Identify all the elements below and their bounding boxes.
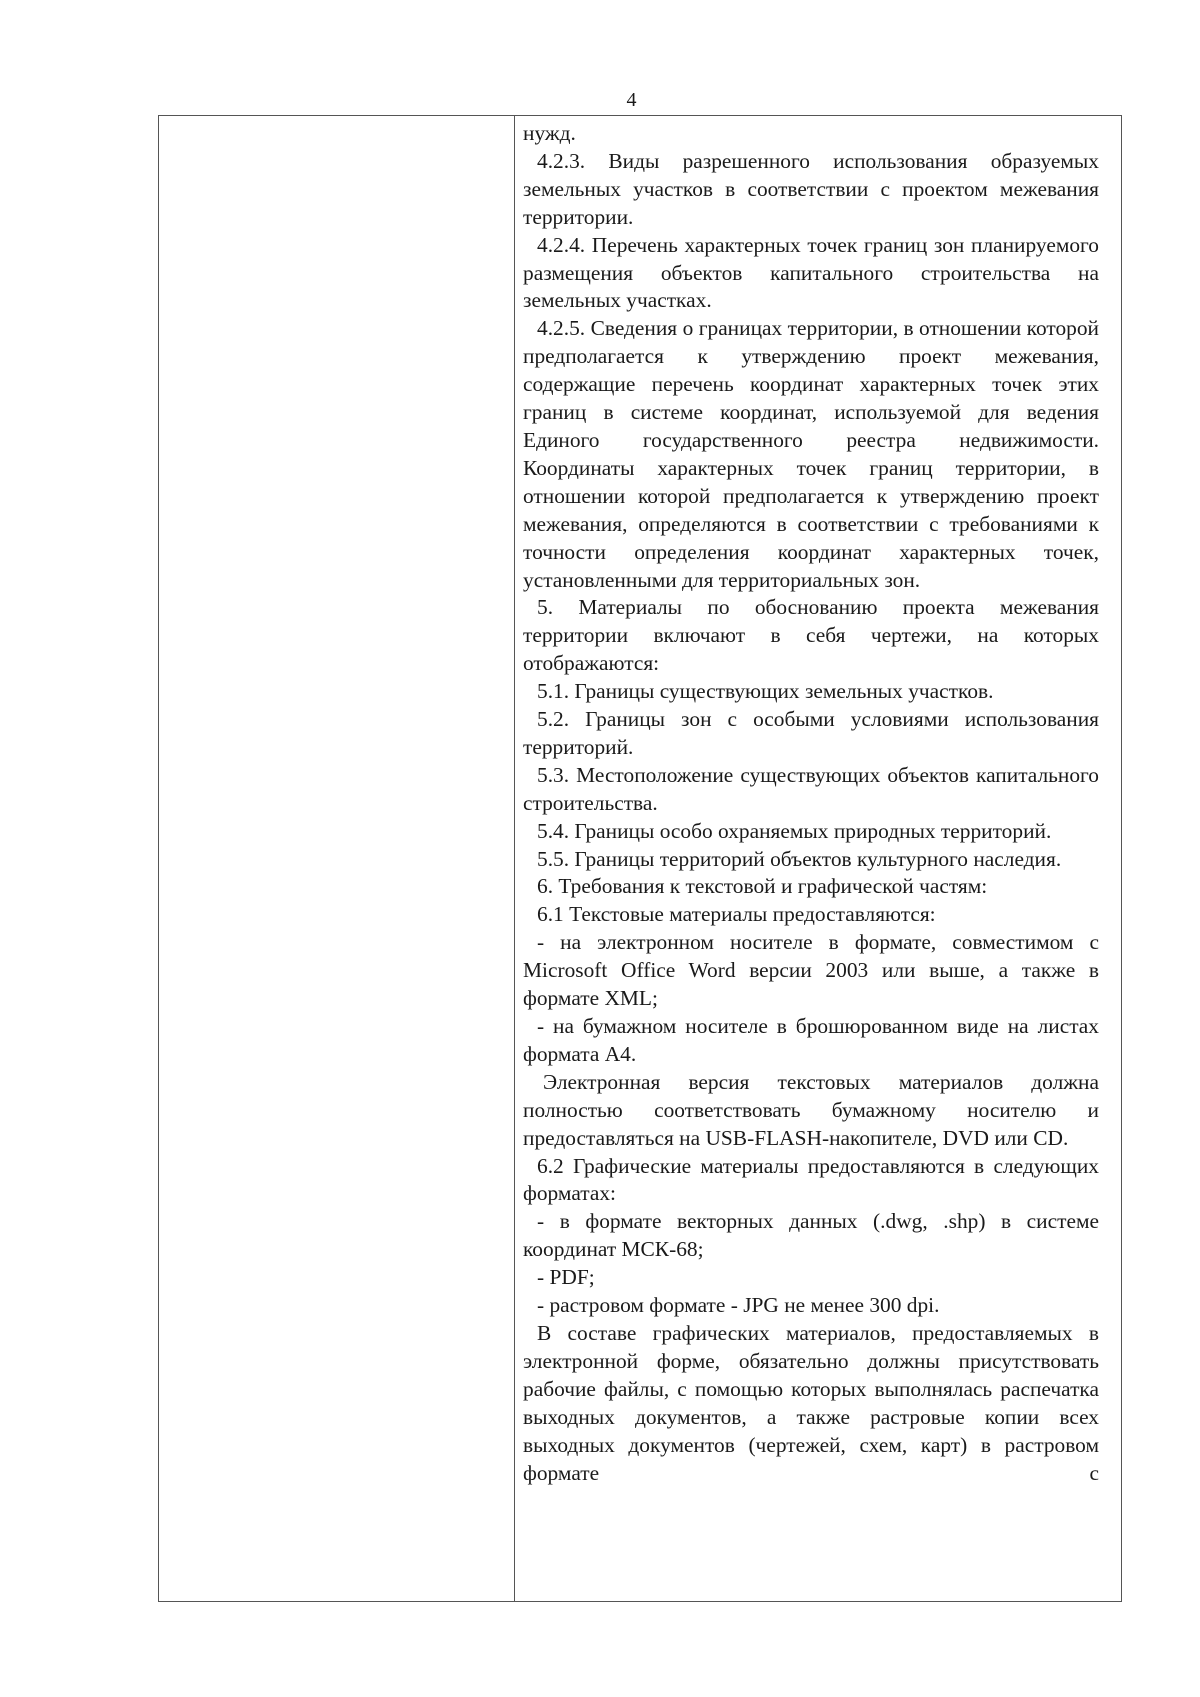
table-right-column: [515, 116, 1121, 1601]
paragraph: 4.2.3. Виды разрешенного использования образуемых земельных участков в соответствии с проектом межевания территории.: [523, 148, 1099, 229]
paragraph: - на электронном носителе в формате, совместимом с Microsoft Office Word версии 2003 или выше, а также в формате XML;: [523, 930, 1099, 1011]
paragraph: - растровом формате - JPG не менее 300 dpi.: [537, 1293, 940, 1318]
paragraph: 6.1 Текстовые материалы предоставляются:: [537, 902, 936, 927]
paragraph: В составе графических материалов, предоставляемых в электронной форме, обязательно должны присутствовать рабочие файлы, с помощью которых выполнялась распечатка выходных документов, а также растровые копии всех выходных документов (чертежей, схем, карт) в растровом формате с: [523, 1320, 1099, 1485]
paragraph: 5. Материалы по обоснованию проекта межевания территории включают в себя чертежи, на которых отображаются:: [523, 595, 1099, 676]
paragraph: - PDF;: [537, 1265, 595, 1290]
table-left-column: [159, 116, 515, 1601]
paragraph: 4.2.5. Сведения о границах территории, в отношении которой предполагается к утверждению проект межевания, содержащие перечень координат характерных точек этих границ в системе координат, используемой для ведения Единого государственного реестра недвижимости. Координаты характерных точек границ территории, в отношении которой предполагается к утверждению проект межевания, определяются в соответствии с требованиями к точности определения координат характерных точек, установленными для территориальных зон.: [523, 316, 1099, 592]
paragraph: 5.5. Границы территорий объектов культурного наследия.: [537, 846, 1062, 871]
paragraph: Электронная версия текстовых материалов должна полностью соответствовать бумажному носителю и предоставляться на USB-FLASH-накопителе, DVD или CD.: [523, 1069, 1099, 1150]
paragraph: 5.2. Границы зон с особыми условиями использования территорий.: [523, 707, 1099, 759]
document-table: [158, 115, 1122, 1602]
paragraph: - в формате векторных данных (.dwg, .shp) в системе координат МСК-68;: [523, 1209, 1099, 1262]
paragraph: 5.3. Местоположение существующих объектов капитального строительства.: [523, 762, 1099, 815]
page-number: 4: [626, 89, 637, 111]
paragraph: 6. Требования к текстовой и графической частям:: [537, 874, 988, 899]
paragraph: 5.1. Границы существующих земельных участков.: [537, 679, 994, 704]
paragraph: - на бумажном носителе в брошюрованном виде на листах формата А4.: [523, 1014, 1099, 1066]
paragraph: 4.2.4. Перечень характерных точек границ зон планируемого размещения объектов капитального строительства на земельных участках.: [523, 232, 1099, 313]
paragraph: нужд.: [523, 121, 576, 145]
paragraph: 6.2 Графические материалы предоставляются в следующих форматах:: [523, 1153, 1099, 1206]
paragraph: 5.4. Границы особо охраняемых природных территорий.: [537, 818, 1052, 843]
